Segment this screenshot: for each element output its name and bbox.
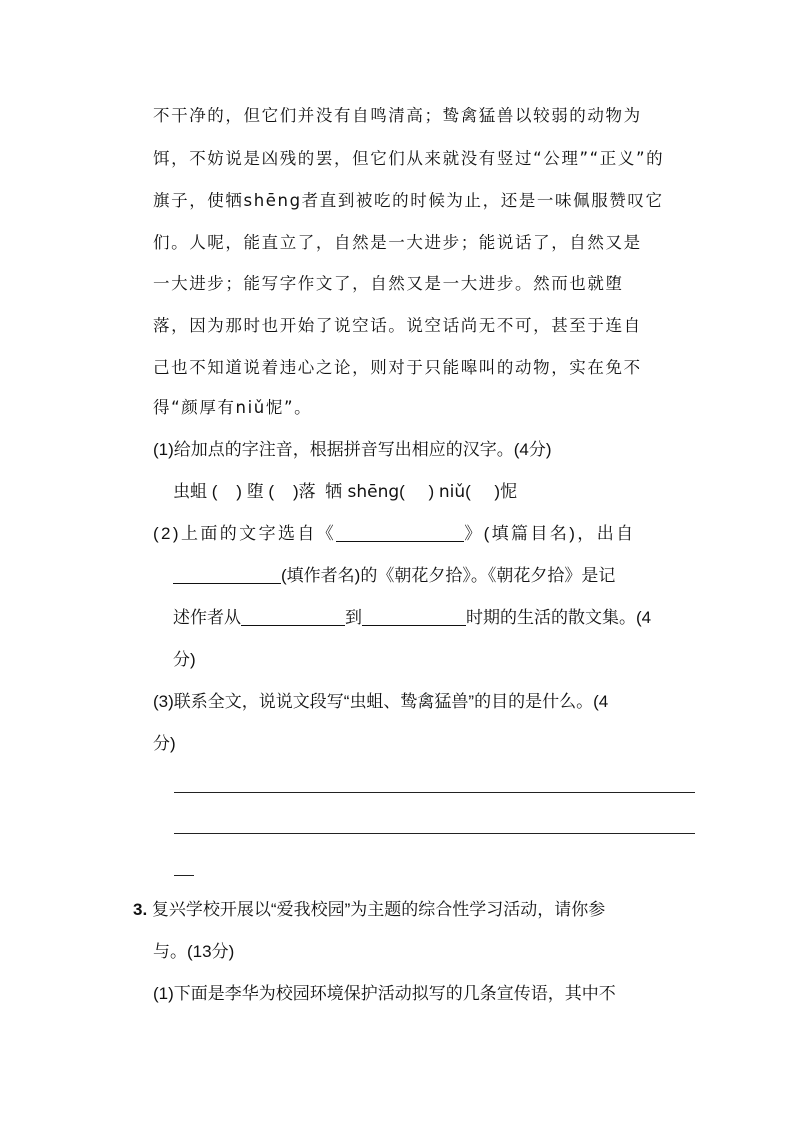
passage-line-2: 饵，不妨说是凶残的罢，但它们从来就没有竖过“公理”“正义”的: [153, 149, 665, 168]
subquestion-3-line-2: 分): [153, 734, 176, 753]
subquestion-2-line-3: 述作者从 到 时期的生活的散文集。(4: [173, 608, 652, 627]
passage-line-3: 旗子，使牺shēng者直到被吃的时候为止，还是一味佩服赞叹它: [153, 191, 664, 210]
blank-article-title[interactable]: [336, 523, 464, 542]
answer-line-3[interactable]: [174, 875, 194, 876]
passage-line-1: 不干净的，但它们并没有自鸣清高；鸷禽猛兽以较弱的动物为: [153, 106, 642, 125]
question-3-line-1: 3. 复兴学校开展以“爱我校园”为主题的综合性学习活动，请你参: [133, 900, 606, 919]
question-3-sub-1: (1)下面是李华为校园环境保护活动拟写的几条宣传语，其中不: [153, 984, 616, 1003]
answer-line-2[interactable]: [174, 833, 695, 834]
passage-line-8: 得“颜厚有niǔ怩”。: [153, 398, 313, 417]
answer-slot-5[interactable]: ( ): [465, 482, 501, 501]
blank-author-name[interactable]: [173, 565, 281, 584]
subquestion-2-line-4: 分): [173, 650, 196, 669]
passage-line-5: 一大进步；能写字作文了，自然又是一大进步。然而也就堕: [153, 274, 624, 293]
blank-period-from[interactable]: [241, 607, 345, 626]
passage-line-7: 己也不知道说着违心之论，则对于只能嗥叫的动物，实在免不: [153, 358, 642, 377]
question-3-line-2: 与。(13分): [153, 942, 235, 961]
answer-line-1[interactable]: [174, 792, 695, 793]
answer-slot-2[interactable]: ( ): [268, 482, 299, 501]
answer-slot-1[interactable]: ( ): [211, 482, 242, 501]
item-duo: 堕: [246, 482, 264, 501]
blank-period-to[interactable]: [362, 607, 466, 626]
answer-slot-4[interactable]: ( ): [399, 482, 435, 501]
subquestion-2-line-2: (填作者名)的《朝花夕拾》。《朝花夕拾》是记: [173, 564, 693, 588]
item-niu: niǔ: [438, 482, 466, 502]
subquestion-1-items: 虫蛆 ( ) 堕 ( )落 牺 shēng( ) niǔ( )怩: [173, 482, 518, 502]
question-3-number: 3.: [133, 900, 152, 919]
subquestion-1-prompt: (1)给加点的字注音，根据拼音写出相应的汉字。(4分): [153, 440, 552, 459]
passage-line-4: 们。人呢，能直立了，自然是一大进步；能说话了，自然又是: [153, 233, 642, 252]
subquestion-3-line-1: (3)联系全文，说说文段写“虫蛆、鸷禽猛兽”的目的是什么。(4: [153, 692, 609, 711]
item-chongqu: 虫蛆: [173, 482, 207, 501]
subquestion-2-line-1: (2)上面的文字选自《 》(填篇目名)，出自: [153, 524, 636, 543]
item-sheng: 牺 shēng: [325, 482, 400, 502]
passage-line-6: 落，因为那时也开始了说空话。说空话尚无不可，甚至于连自: [153, 316, 642, 335]
